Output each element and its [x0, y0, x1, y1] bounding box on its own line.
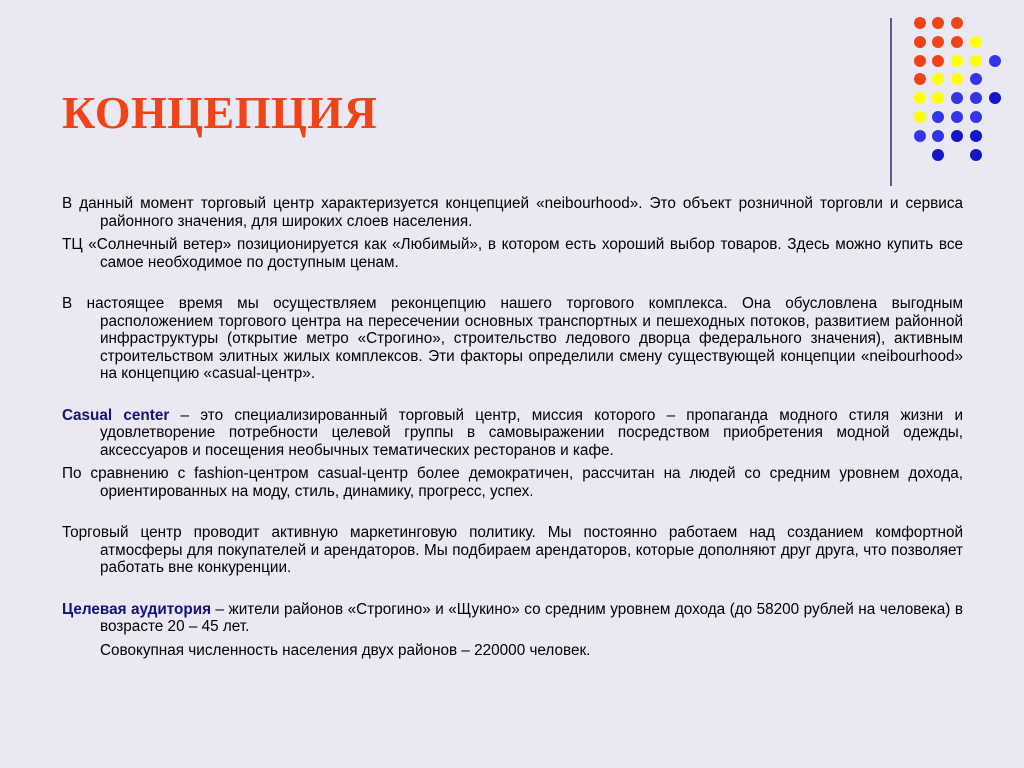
decor-dot [951, 111, 963, 123]
decor-dot [970, 73, 982, 85]
term-target-audience: Целевая аудитория [62, 600, 212, 618]
paragraph-comparison: По сравнению с fashion-центром casual-центр более демократичен, рассчитан на людей со средним уровнем дохода, ориентированных на моду, стиль, динамику, прогресс, успех. [62, 465, 963, 500]
decor-dot [914, 55, 926, 67]
decor-dot [951, 36, 963, 48]
casual-center-definition: – это специализированный торговый центр, миссия которого – пропаганда модного стиля жизни и удовлетворение потребности целевой группы в самовыражении посредством приобретения модной одежды, аксессуаров и посещения необычных тематических ресторанов и кафе. [100, 406, 963, 459]
decor-dot [970, 130, 982, 142]
decor-dot [932, 17, 944, 29]
decor-dot [951, 130, 963, 142]
decor-dot [914, 73, 926, 85]
decor-dot [932, 55, 944, 67]
slide-title: КОНЦЕПЦИЯ [62, 87, 378, 138]
decor-dot [914, 111, 926, 123]
paragraph-concept: В данный момент торговый центр характеризуется концепцией «neibourhood». Это объект розничной торговли и сервиса районного значения, для широких слоев населения. [62, 195, 963, 230]
decor-dot [914, 92, 926, 104]
decor-dot [951, 17, 963, 29]
decor-dot [970, 92, 982, 104]
decor-dot [951, 55, 963, 67]
decor-dot [932, 111, 944, 123]
divider-line [890, 18, 892, 186]
paragraph-population: Совокупная численность населения двух районов – 220000 человек. [100, 641, 591, 659]
decor-dot [932, 92, 944, 104]
decor-dot [932, 73, 944, 85]
paragraph-casual-center [62, 407, 963, 460]
decor-dot [932, 36, 944, 48]
decor-dot [989, 55, 1001, 67]
decor-dot [970, 149, 982, 161]
term-casual-center: Casual center [62, 406, 170, 424]
paragraph-reconcept: В настоящее время мы осуществляем реконцепцию нашего торгового комплекса. Она обусловлена выгодным расположением торгового центра на пересечении основных транспортных и пешеходных потоков, развитием районной инфраструктуры (открытие метро «Строгино», строительство ледового дворца федерального значения), активным строительством элитных жилых комплексов. Эти факторы определили смену существующей концепции «neibourhood» на концепцию «casual-центр». [62, 295, 963, 382]
decor-dot [951, 73, 963, 85]
decor-dot [914, 130, 926, 142]
decor-dot [932, 149, 944, 161]
decor-dot [951, 92, 963, 104]
decor-dot [914, 17, 926, 29]
decor-dot [970, 111, 982, 123]
decor-dot [970, 55, 982, 67]
slide-body [62, 195, 963, 659]
paragraph-marketing: Торговый центр проводит активную маркетинговую политику. Мы постоянно работаем над созданием комфортной атмосферы для покупателей и арендаторов. Мы подбираем арендаторов, которые дополняют друг друга, что позволяет работать вне конкуренции. [62, 524, 963, 576]
paragraph-positioning: ТЦ «Солнечный ветер» позиционируется как «Любимый», в котором есть хороший выбор товаров. Здесь можно купить все самое необходимое по доступным ценам. [62, 236, 963, 271]
decor-dot [932, 130, 944, 142]
decor-dot [914, 36, 926, 48]
decor-dot [970, 36, 982, 48]
decor-dot [989, 92, 1001, 104]
paragraph-audience [62, 601, 963, 636]
target-audience-definition: – жители районов «Строгино» и «Щукино» со средним уровнем дохода (до 58200 рублей на человека) в возрасте 20 – 45 лет. [100, 600, 963, 635]
